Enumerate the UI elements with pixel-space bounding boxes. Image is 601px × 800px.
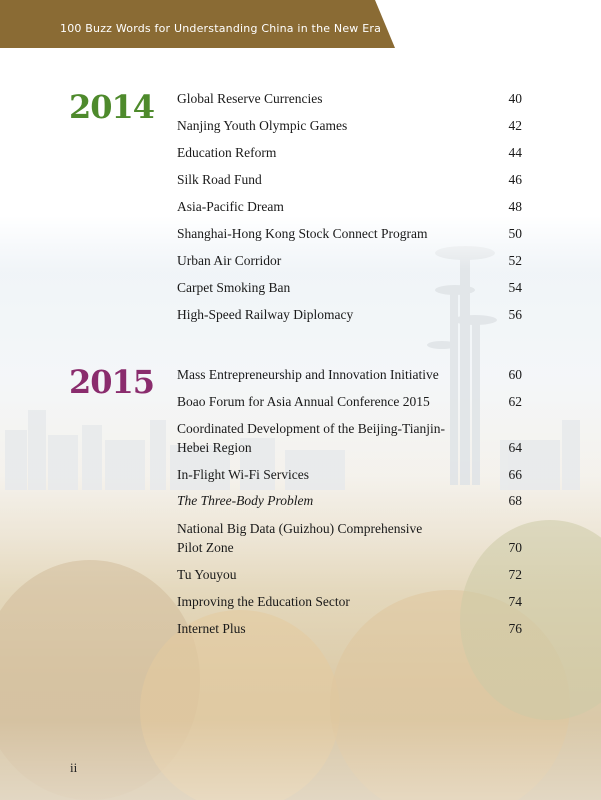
year-heading-2015: 2015 (69, 363, 155, 401)
toc-entry[interactable] (177, 89, 522, 108)
toc-entry[interactable] (177, 565, 522, 584)
entry-page: 56 (508, 307, 522, 322)
entry-title-line2: Pilot Zone (177, 540, 234, 555)
entry-page: 72 (508, 567, 522, 582)
toc-entry[interactable] (177, 392, 522, 411)
toc-entry[interactable] (177, 619, 522, 638)
entry-title: Tu Youyou (177, 567, 237, 582)
entry-title: Global Reserve Currencies (177, 91, 323, 106)
entry-title-line1: National Big Data (Guizhou) Comprehensive (177, 521, 423, 536)
entry-title: Asia-Pacific Dream (177, 199, 284, 214)
entry-page: 64 (508, 440, 522, 455)
entry-page: 40 (508, 91, 522, 106)
toc-entry[interactable] (177, 224, 522, 243)
entry-title: Carpet Smoking Ban (177, 280, 291, 295)
entry-title: Urban Air Corridor (177, 253, 282, 268)
entry-title: Education Reform (177, 145, 277, 160)
toc-entry[interactable] (177, 278, 522, 297)
toc-entry[interactable] (177, 519, 522, 557)
entry-page: 66 (508, 467, 522, 482)
entry-page: 48 (508, 199, 522, 214)
toc-entry[interactable] (177, 197, 522, 216)
toc-entry[interactable] (177, 170, 522, 189)
entry-page: 70 (508, 540, 522, 555)
toc-entry[interactable] (177, 491, 522, 510)
entry-title: Boao Forum for Asia Annual Conference 2015 (177, 394, 430, 409)
toc-entry[interactable] (177, 592, 522, 611)
entry-title: Mass Entrepreneurship and Innovation Initiative (177, 367, 439, 382)
entry-title-line2: Hebei Region (177, 440, 252, 455)
toc-entry[interactable] (177, 419, 522, 457)
entry-title-line1: Coordinated Development of the Beijing-Tianjin- (177, 421, 445, 436)
entry-title: Shanghai-Hong Kong Stock Connect Program (177, 226, 428, 241)
entry-title: Nanjing Youth Olympic Games (177, 118, 348, 133)
page-number: ii (70, 760, 78, 775)
toc-entry[interactable] (177, 143, 522, 162)
entry-page: 50 (508, 226, 522, 241)
entry-page: 76 (508, 621, 522, 636)
entry-page: 44 (508, 145, 522, 160)
entry-page: 68 (508, 493, 522, 508)
year-heading-2014: 2014 (69, 88, 155, 126)
entry-page: 46 (508, 172, 522, 187)
entry-title: Improving the Education Sector (177, 594, 350, 609)
entry-page: 60 (508, 367, 522, 382)
entry-title: Internet Plus (177, 621, 246, 636)
entry-page: 54 (508, 280, 522, 295)
toc-entry[interactable] (177, 116, 522, 135)
entry-page: 74 (508, 594, 522, 609)
running-title: 100 Buzz Words for Understanding China in the New Era (60, 22, 382, 35)
entry-page: 42 (508, 118, 522, 133)
entry-title: Silk Road Fund (177, 172, 262, 187)
toc-entry[interactable] (177, 365, 522, 384)
entry-page: 52 (508, 253, 522, 268)
running-header (0, 0, 395, 48)
entry-page: 62 (508, 394, 522, 409)
entry-title: High-Speed Railway Diplomacy (177, 307, 354, 322)
toc-entry[interactable] (177, 305, 522, 324)
entry-title: The Three-Body Problem (177, 493, 314, 508)
toc-entry[interactable] (177, 251, 522, 270)
entry-title: In-Flight Wi-Fi Services (177, 467, 309, 482)
toc-entry[interactable] (177, 465, 522, 484)
